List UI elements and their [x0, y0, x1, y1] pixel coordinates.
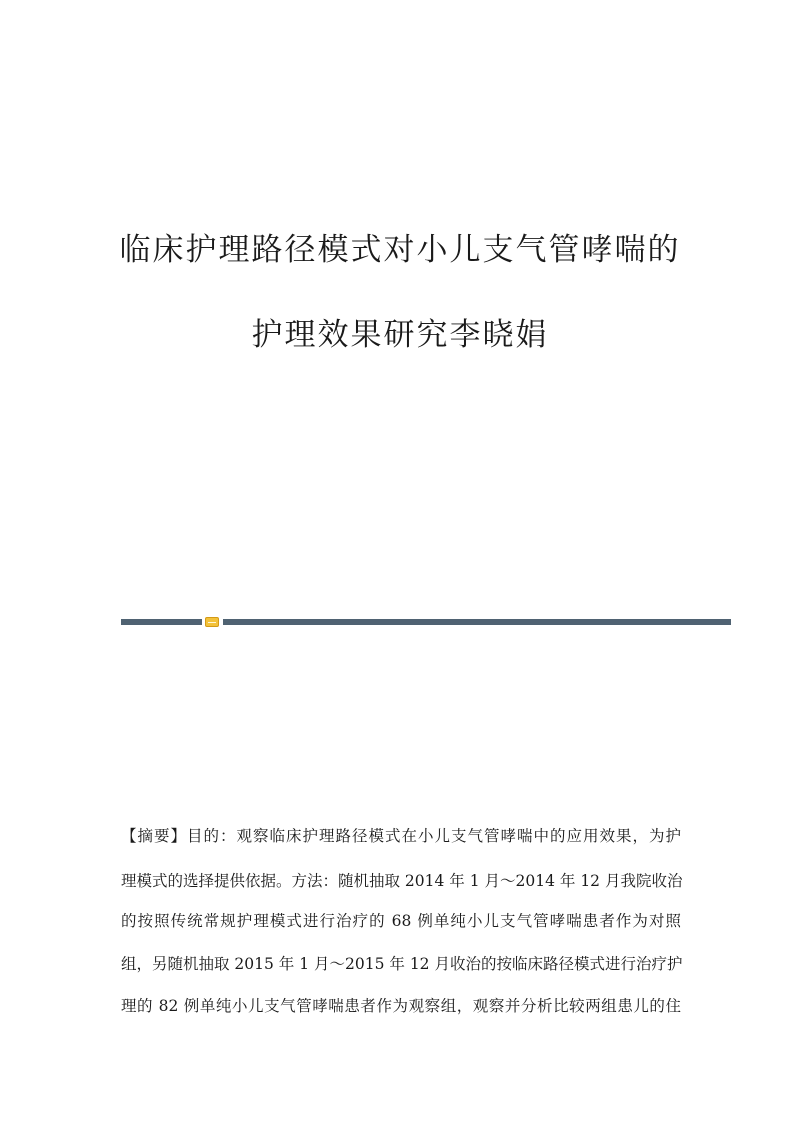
abstract-line-2: 理模式的选择提供依据。方法：随机抽取 2014 年 1 月～2014 年 12 月我院收治	[121, 872, 683, 890]
divider-emblem-icon	[205, 617, 219, 627]
section-divider	[121, 617, 731, 627]
abstract-line-1: 【摘要】目的：观察临床护理路径模式在小儿支气管哮喘中的应用效果，为护	[121, 827, 681, 845]
divider-bar-left	[121, 619, 202, 625]
abstract-line-5: 理的 82 例单纯小儿支气管哮喘患者作为观察组，观察并分析比较两组患儿的住	[121, 997, 681, 1015]
divider-bar-right	[223, 619, 731, 625]
title-line-2: 护理效果研究李晓娟	[251, 317, 549, 353]
title-line-1: 临床护理路径模式对小儿支气管哮喘的	[119, 232, 681, 268]
abstract-line-3: 的按照传统常规护理模式进行治疗的 68 例单纯小儿支气管哮喘患者作为对照	[121, 912, 681, 930]
abstract-line-4: 组，另随机抽取 2015 年 1 月～2015 年 12 月收治的按临床路径模式进行治疗护	[121, 955, 683, 973]
